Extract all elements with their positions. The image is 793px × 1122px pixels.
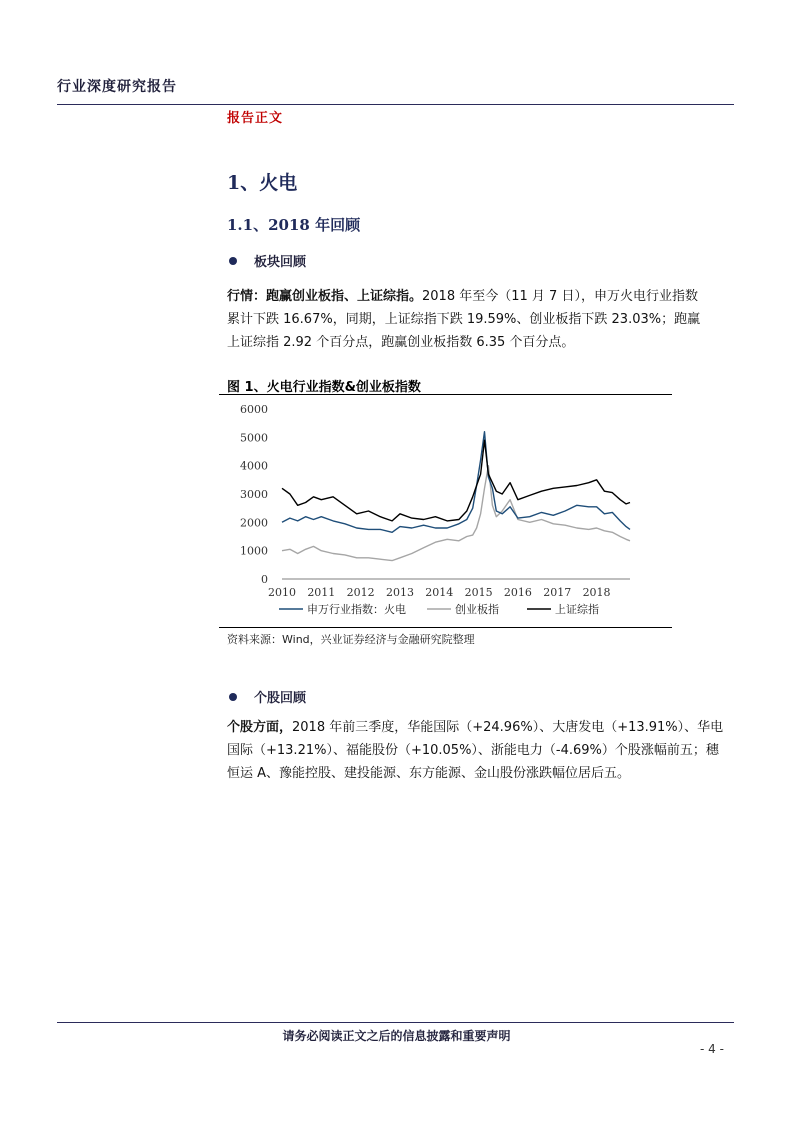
y-tick-label: 1000 — [240, 544, 268, 558]
x-tick-label: 2010 — [268, 586, 296, 599]
paragraph-line: 恒运 A、豫能控股、建投能源、东方能源、金山股份涨跌幅位居后五。 — [227, 766, 631, 781]
series-line-2 — [282, 466, 630, 561]
paragraph-text: 2018 年至今（11 月 7 日），申万火电行业指数 — [422, 289, 698, 304]
subsection-heading: 1.1、2018 年回顾 — [227, 216, 361, 234]
x-tick-label: 2016 — [503, 586, 532, 599]
y-tick-label: 6000 — [240, 403, 268, 416]
index-line-chart — [219, 396, 672, 626]
section-heading: 1、火电 — [227, 172, 298, 194]
bullet-stock-review — [229, 687, 306, 706]
x-tick-label: 2015 — [464, 586, 493, 599]
footer-divider — [57, 1022, 734, 1023]
legend-label: 创业板指 — [455, 603, 499, 616]
legend-label: 申万行业指数：火电 — [307, 603, 406, 616]
x-tick-label: 2013 — [385, 586, 414, 599]
y-tick-label: 2000 — [240, 516, 268, 530]
x-tick-label: 2014 — [425, 586, 454, 599]
y-tick-label: 5000 — [240, 431, 268, 445]
paragraph-line — [227, 716, 724, 739]
paragraph-text: 2018 年前三季度，华能国际（+24.96%）、大唐发电（+13.91%）、华电 — [292, 720, 724, 735]
paragraph-lead: 个股方面， — [227, 720, 293, 735]
x-tick-label: 2011 — [307, 586, 336, 599]
x-tick-label: 2012 — [346, 586, 375, 599]
bullet-dot-icon — [229, 257, 237, 265]
x-tick-label: 2018 — [582, 586, 611, 599]
bullet-label: 个股回顾 — [254, 691, 307, 706]
report-header-title: 行业深度研究报告 — [57, 79, 177, 95]
bullet-label: 板块回顾 — [254, 255, 307, 270]
y-tick-label: 4000 — [240, 459, 268, 473]
figure-bottom-rule — [219, 627, 672, 628]
bullet-dot-icon — [229, 693, 237, 701]
paragraph-line: 累计下跌 16.67%，同期，上证综指下跌 19.59%、创业板指下跌 23.03%；跑赢 — [227, 312, 701, 327]
figure-source: 资料来源：Wind，兴业证券经济与金融研究院整理 — [227, 633, 475, 646]
paragraph-line: 上证综指 2.92 个百分点，跑赢创业板指数 6.35 个百分点。 — [227, 335, 575, 350]
disclaimer-notice: 请务必阅读正文之后的信息披露和重要声明 — [282, 1029, 511, 1043]
legend-label: 上证综指 — [555, 603, 599, 616]
paragraph-line — [227, 285, 724, 308]
series-line-1 — [282, 432, 630, 533]
header-divider — [57, 104, 734, 105]
paragraph-lead: 行情：跑赢创业板指、上证综指。 — [227, 289, 423, 304]
y-tick-label: 0 — [261, 573, 268, 586]
series-line-3 — [282, 440, 630, 521]
figure-top-rule — [219, 394, 672, 395]
bullet-sector-review — [229, 251, 306, 270]
paragraph-line: 国际（+13.21%）、福能股份（+10.05%）、浙能电力（-4.69%）个股涨幅前五；穗 — [227, 743, 719, 758]
x-tick-label: 2017 — [543, 586, 572, 599]
report-body-label: 报告正文 — [227, 111, 284, 126]
page-number: - 4 - — [700, 1042, 724, 1056]
stocks-paragraph — [227, 716, 724, 785]
figure-title: 图 1、火电行业指数&创业板指数 — [227, 380, 421, 395]
y-tick-label: 3000 — [240, 488, 268, 501]
market-paragraph — [227, 285, 724, 354]
